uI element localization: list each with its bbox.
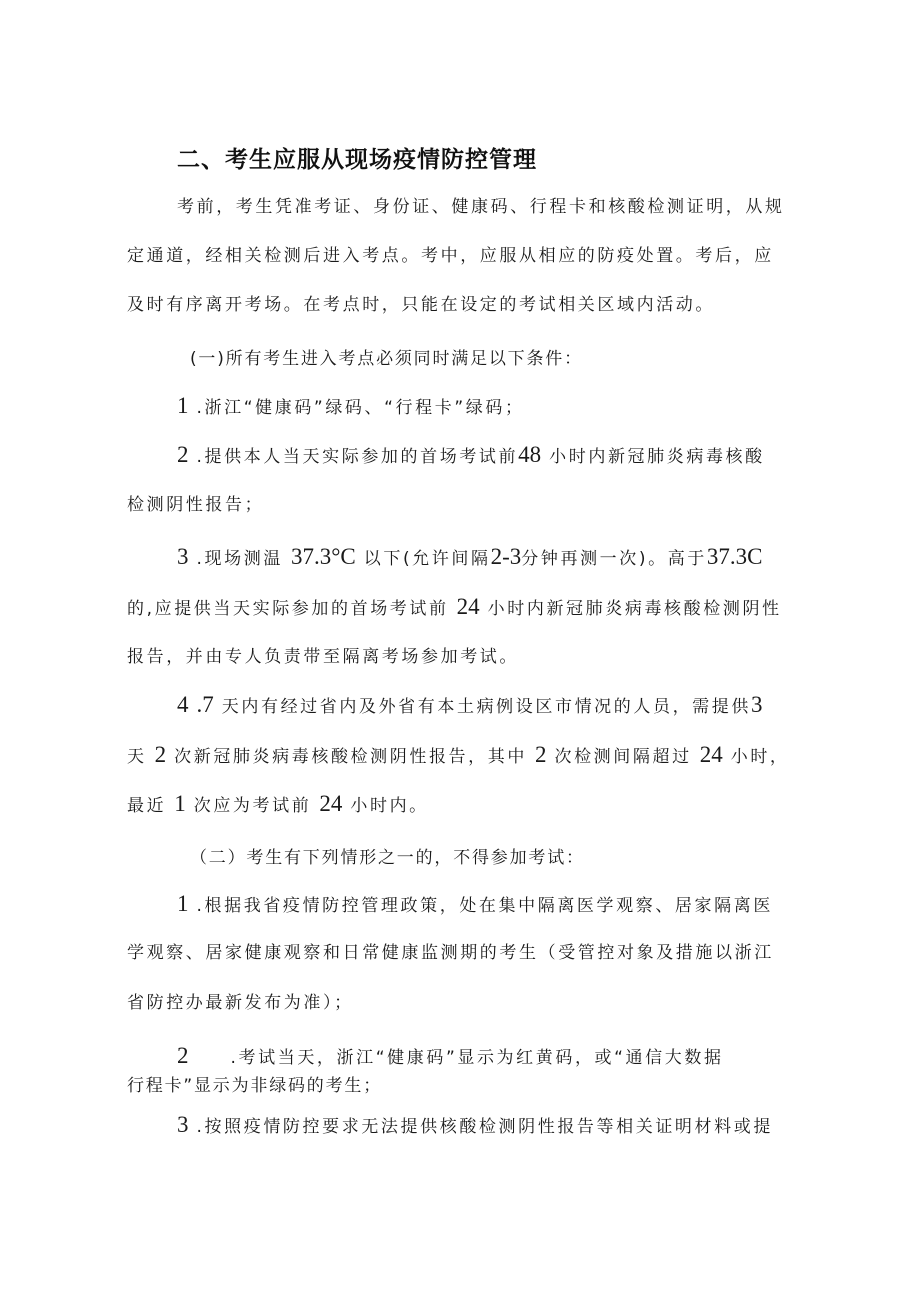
s1-item1-line1 [177, 395, 525, 419]
s1-item3-line2 [127, 596, 782, 620]
s1-item4-text-c: 次新冠肺炎病毒核酸检测阴性报告，其中 [174, 747, 527, 767]
section2-title: （二）考生有下列情形之一的，不得参加考试： [190, 848, 585, 868]
s1-item4-days2: 3 [750, 692, 763, 717]
s1-item3-minutes: 2-3 [490, 544, 522, 569]
s1-item4-number: 4 [177, 692, 189, 717]
s1-item2-line2: 检测阴性报告； [127, 495, 265, 515]
s1-item4-hours: 24 [699, 742, 723, 767]
s1-item3-temp: 37.3°C [290, 544, 356, 569]
intro-line-2: 定通道，经相关检测后进入考点。考中，应服从相应的防疫处置。考后，应 [127, 246, 774, 266]
s1-item1-number: 1 [177, 393, 189, 418]
s1-item2-line1 [177, 444, 765, 468]
s2-item1-text: .根据我省疫情防控管理政策，处在集中隔离医学观察、居家隔离医 [196, 896, 773, 916]
s2-item3-line1 [177, 1114, 773, 1138]
s2-item1-line1 [177, 893, 773, 917]
s1-item4-text-e: 小时， [730, 747, 790, 767]
s1-item3-hours: 24 [456, 594, 480, 619]
s2-item1-line2: 学观察、居家健康观察和日常健康监测期的考生（受管控对象及措施以浙江 [127, 943, 774, 963]
s1-item3-text-b: 以下(允许间隔 [363, 549, 491, 569]
section-heading: 二、考生应服从现场疫情防控管理 [177, 147, 537, 173]
s1-item4-text-b: 天 [127, 747, 147, 767]
s1-item2-text-a: .提供本人当天实际参加的首场考试前 [196, 447, 519, 467]
s2-item2-line2: 行程卡”显示为非绿码的考生； [127, 1076, 383, 1096]
s2-item1-line3: 省防控办最新发布为准）； [127, 993, 354, 1013]
s2-item3-number: 3 [177, 1112, 189, 1137]
s1-item4-text-f: 最近 [127, 796, 167, 816]
s2-item2-number: 2 [177, 1043, 189, 1068]
s2-item1-number: 1 [177, 891, 189, 916]
s1-item3-line3: 报告，并由专人负责带至隔离考场参加考试。 [127, 647, 519, 667]
s1-item2-hours: 48 [518, 442, 542, 467]
s1-item4-line2 [127, 744, 790, 768]
s1-item1-text: .浙江“健康码”绿码、“行程卡”绿码； [196, 398, 525, 418]
s1-item4-hours2: 24 [319, 791, 343, 816]
s1-item2-number: 2 [177, 442, 189, 467]
s1-item4-count1: 2 [154, 742, 167, 767]
s2-item2-line1 [177, 1045, 724, 1069]
s1-item4-count2: 2 [534, 742, 547, 767]
s1-item3-text-d: 的,应提供当天实际参加的首场考试前 [127, 599, 449, 619]
s1-item3-text-e: 小时内新冠肺炎病毒核酸检测阴性 [487, 599, 782, 619]
s1-item3-number: 3 [177, 544, 189, 569]
s1-item4-days: .7 [196, 692, 214, 717]
s1-item4-line1 [177, 694, 762, 718]
s1-item4-text-h: 小时内。 [350, 796, 429, 816]
s1-item4-text-a: 天内有经过省内及外省有本土病例设区市情况的人员，需提供 [221, 697, 751, 717]
s1-item3-text-a: .现场测温 [196, 549, 283, 569]
s1-item3-line1 [177, 546, 763, 570]
s1-item4-text-g: 次应为考试前 [193, 796, 312, 816]
s2-item2-text: .考试当天，浙江“健康码”显示为红黄码，或“通信大数据 [230, 1048, 724, 1068]
s1-item4-line3 [127, 793, 429, 817]
s1-item4-count3: 1 [174, 791, 186, 816]
section1-title: (一)所有考生进入考点必须同时满足以下条件： [190, 349, 583, 369]
s1-item3-text-c: 分钟再测一次)。高于 [521, 549, 707, 569]
s2-item3-text: .按照疫情防控要求无法提供核酸检测阴性报告等相关证明材料或提 [196, 1117, 773, 1137]
intro-line-3: 及时有序离开考场。在考点时，只能在设定的考试相关区域内活动。 [127, 295, 715, 315]
s1-item3-temp2: 37.3C [706, 544, 763, 569]
intro-line-1: 考前，考生凭准考证、身份证、健康码、行程卡和核酸检测证明，从规 [177, 197, 785, 217]
s1-item4-text-d: 次检测间隔超过 [554, 747, 692, 767]
s1-item2-text-b: 小时内新冠肺炎病毒核酸 [549, 447, 765, 467]
